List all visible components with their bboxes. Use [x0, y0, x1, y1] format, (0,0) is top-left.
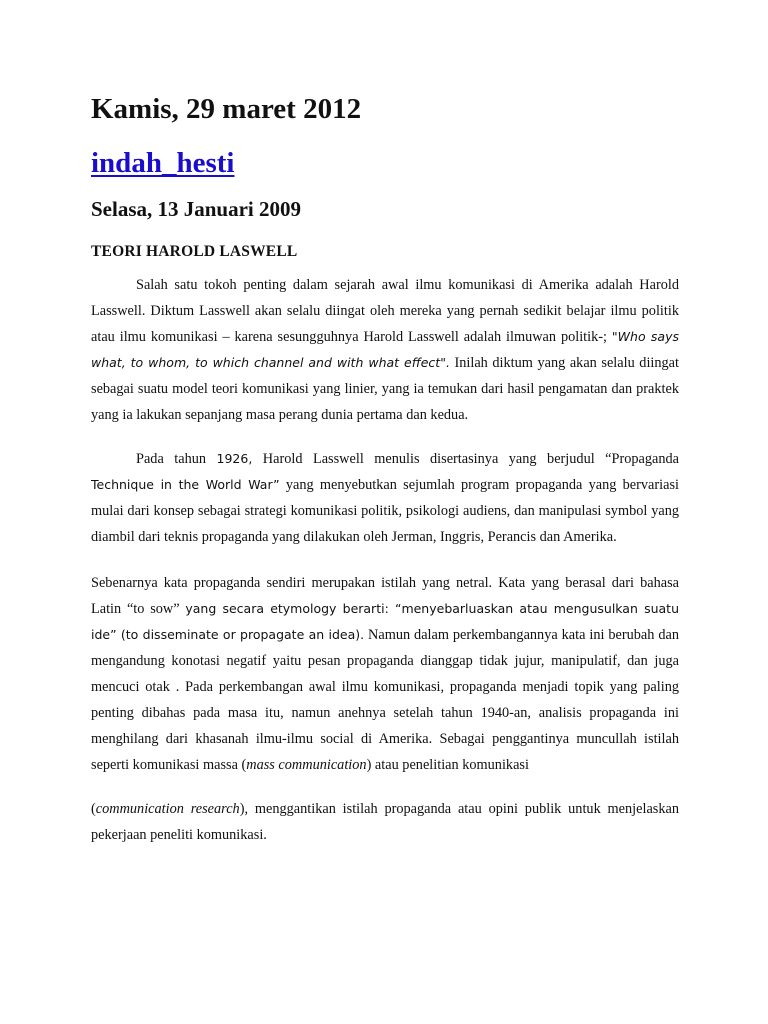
- paragraph-2-text-b: Harold Lasswell menulis disertasinya yang berjudul “Propaganda: [252, 451, 680, 467]
- paragraph-3-text-a: Sebenarnya kata propaganda sendiri merupakan istilah yang netral. Kata yang berasal dari bahasa Latin “to sow”: [91, 575, 679, 617]
- paragraph-4-text-b: ), menggantikan istilah propaganda atau opini publik untuk menjelaskan pekerjaan peneliti komunikasi.: [91, 801, 679, 843]
- lasswell-dictum-quote: "Who says what, to whom, to which channel and with what effect".: [91, 329, 679, 370]
- paragraph-2-text-c: Technique in the World War”: [91, 477, 280, 492]
- paragraph-1: [91, 272, 679, 428]
- post-date: Selasa, 13 Januari 2009: [91, 197, 302, 221]
- blog-title-link[interactable]: indah_hesti: [91, 147, 235, 179]
- paragraph-4: [91, 796, 679, 848]
- paragraph-3-text-c: Namun dalam perkembangannya kata ini berubah dan mengandung konotasi negatif yaitu pesan propaganda dianggap tidak jujur, manipulatif, dan juga mencuci otak . Pada perkembangan awal ilmu komunikasi, propaganda menjadi topik yang paling penting dibahas pada masa itu, namun anehnya setelah tahun 1940-an, analisis propaganda ini menghilang dari khasanah ilmu-ilmu social di Amerika. Sebagai penggantinya muncullah istilah seperti komunikasi massa (: [91, 627, 679, 773]
- paragraph-3-text-b: yang secara etymology berarti: “menyebarluaskan atau mengusulkan suatu ide” (to disseminate or propagate an idea).: [91, 601, 679, 642]
- paragraph-4-emphasis: communication research: [95, 801, 240, 817]
- blog-title: [91, 142, 679, 184]
- paragraph-1-text-b: Inilah diktum yang akan selalu diingat sebagai suatu model teori komunikasi yang linier, yang ia temukan dari hasil pengamatan dan praktek yang ia lakukan sepanjang masa perang dunia pertama dan kedua.: [91, 355, 680, 423]
- paragraph-2-text-d: yang menyebutkan sejumlah program propaganda yang bervariasi mulai dari konsep sebagai strategi komunikasi politik, psikologi audiens, dan manipulasi symbol yang diambil dari teknis propaganda yang dilakukan oleh Jerman, Inggris, Perancis dan Amerika.: [91, 477, 679, 545]
- paragraph-3-text-d: ) atau penelitian komunikasi: [366, 757, 529, 773]
- paragraph-3-emphasis: mass communication: [246, 757, 367, 773]
- paragraph-2-year: 1926,: [216, 451, 253, 466]
- document-page: [91, 88, 679, 848]
- paragraph-1-text-a: Salah satu tokoh penting dalam sejarah awal ilmu komunikasi di Amerika adalah Harold Lasswell. Diktum Lasswell akan selalu diingat oleh mereka yang pernah sedikit belajar ilmu politik atau ilmu komunikasi – karena sesungguhnya Harold Lasswell adalah ilmuwan politik-;: [91, 277, 679, 345]
- paragraph-4-text-a: (: [91, 801, 96, 817]
- paragraph-2-text-a: Pada tahun: [136, 451, 217, 467]
- post-title: TEORI HAROLD LASWELL: [91, 243, 298, 260]
- paragraph-3: [91, 570, 679, 778]
- page-date-heading: Kamis, 29 maret 2012: [91, 93, 362, 125]
- paragraph-2: [91, 446, 679, 550]
